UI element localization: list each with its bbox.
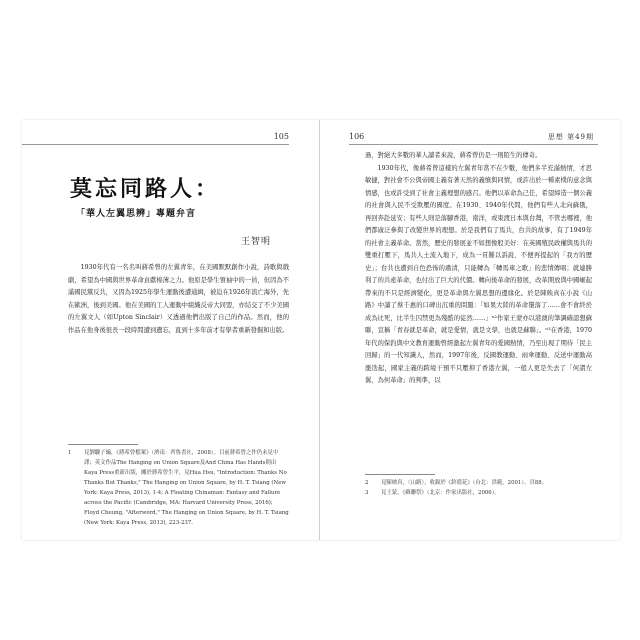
body-text [365, 150, 592, 388]
header-rule [349, 144, 598, 145]
footnote-text: 見劉驟子編，《蔣希曾檔案》（濟南：齊魯書社，2008）。目前蔣希曾之作仍未見中譯；英文作品The Hanging on Union Square及And China Has Hands則由Kaya Press重新出版，關於蔣希曾生平，見Hua Hsu, "Introduction: Thanks No Thanks But Thanks," The Hanging on Union Square, by H. T. Tsiang (New York: Kaya Press, 2013), 1-4; A Floating Chinaman: Fantasy and Failure across the Pacific (Cambridge, MA: Harvard University Press, 2016); Floyd Cheung, "Afterword," The Hanging on Union Square, by H. T. Tsiang (New York: Kaya Press, 2013), 223-237. [84, 450, 289, 526]
footnote [68, 448, 289, 528]
paragraph: 1930年代，像蔣希曾這樣的左翼青年當不在少數，他們多半充滿熱情，才思敏捷，對社會不公與帝國主義有著天然的義憤與同情，或許出於一種素樸的意念與情感，也或許受到了社會主義理想的感召。他們以革命為己任，希望締造一個公義的社會與人民不受欺壓的國度。在1930、1940年代間，他們有些人北向蘇俄，再回奔赴延安；有些人則是落腳香港，南洋，或東渡日本與台灣，不管去哪裡，他們都廣泛參與了改變世界的理想。於是我們有了馬共，台共的故事，有了1949年的社會主義革命。當然，歷史的發展並不如想像般美好：在英國殖民政權與馬共的雙重打壓下，馬共人士流入地下，成為一頁難以訴說、不便再提起的「我方的歷史」；台共也遭到自色恐怖的肅清，只能轉為「轉馬車之歌」的悲情傳唱；就連勝利了的共產革命，也付出了巨大的代價。轉向後革命的發展，改革開放與中國崛起帶來的不只是經濟變化，更是革命與左翼思想的邊緣化。於是陳映真在小說《山路》中讀了蔡千惠的口碑出沉重的問題：「如果大陸的革命墮落了……會不會終於成為比死，比半生囚禁更為殘酷的徒然……」ⁿ²作家王蒙亦以港澳的筆調確認想蘇聯，宣稱「青春就是革命，就是愛情，就是文學，也就是蘇聯」。ⁿ³在香港，1970年代的保釣與中文教育運動曾經激起左翼青年的愛國熱情，乃至出現了期待「民主回歸」的一代知識人，然而，1997年後，反國教運動、雨傘運動、反送中運動高漲迭起，國家主義的跨境干預不只壓抑了香港左翼，一般人更是失去了「何謂左翼，為何革命」的判準，以 [365, 164, 592, 384]
footnote-text: 見陳映真，〈山路〉，收錄於《鈴璫花》（台北：洪範，2001），頁88。 [381, 480, 548, 486]
footnote-rule [68, 444, 138, 445]
page-number: 105 [273, 132, 289, 141]
paragraph: 過，對絕大多數的華人讀者來說，蔣希曾仍是一則陌生的傳奇。 [365, 152, 542, 159]
left-page [22, 120, 320, 540]
book-spread [22, 120, 620, 540]
article-subtitle: 「華人左翼思辨」專題弁言 [76, 209, 197, 219]
running-head: 思想 第49期 [547, 133, 594, 141]
footnote [365, 488, 592, 498]
article-title: 莫忘同路人： [70, 176, 221, 202]
body-text [68, 262, 289, 337]
footnote-number: 1 [68, 450, 72, 456]
footnote [365, 478, 592, 488]
paragraph: 1930年代有一名名叫蔣希曾的左翼青年，在美國默默創作小說，詩歌與戲劇，希望為中國與世界革命貢獻棉薄之力。他原是學生領袖中的一員，但因為不滿國民黨反共，又因為1925年學生運動後遭通緝，被迫在1926年流亡海外，先在歐洲，後到美國。他在美國的工人運動中組織反帝大同盟，亦結交了不少美國的左翼文人（如Upton Sinclair）又透過他們出版了自己的作品。然而，他的作品在他身後很長一段時間遭到遺忘，直到十多年前才有學者重新發掘和出版。 [68, 264, 289, 334]
header-rule [22, 144, 289, 145]
footnote-rule [365, 474, 435, 475]
page-number: 106 [349, 132, 365, 141]
footnotes [68, 448, 289, 528]
footnotes [365, 478, 592, 498]
footnote-number: 3 [365, 490, 369, 496]
right-page [319, 120, 620, 540]
author-name: 王智明 [240, 237, 271, 247]
footnote-number: 2 [365, 480, 369, 486]
footnote-text: 見王蒙，《蘇聯祭》（北京：作家出版社，2006）。 [381, 490, 500, 496]
